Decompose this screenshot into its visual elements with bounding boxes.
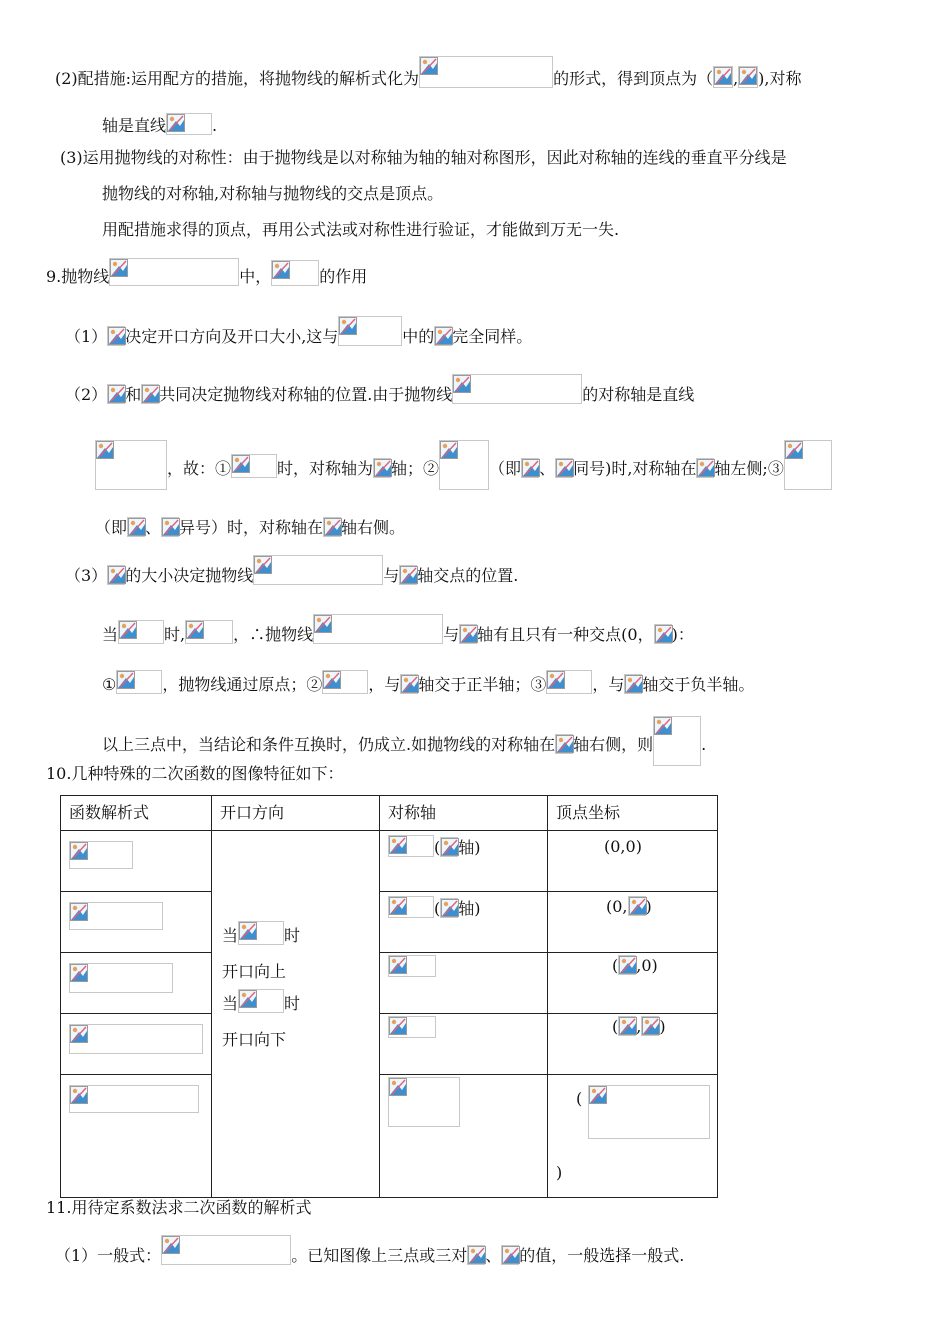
section-11-title: 11.用待定系数法求二次函数的解析式 bbox=[46, 1198, 312, 1217]
formula-image bbox=[271, 260, 319, 286]
broken-image-icon bbox=[420, 57, 438, 75]
broken-image-icon bbox=[142, 385, 160, 403]
broken-image-icon bbox=[119, 621, 137, 639]
broken-image-icon bbox=[556, 735, 574, 753]
broken-image-icon bbox=[401, 675, 419, 693]
text: 同号)时,对称轴在 bbox=[573, 459, 697, 478]
section-9-item2-line1 bbox=[65, 374, 694, 405]
formula-image bbox=[555, 734, 573, 754]
axis-text bbox=[388, 835, 481, 858]
text: 的对称轴是直线 bbox=[582, 385, 695, 404]
text: , bbox=[733, 69, 739, 88]
formula-image bbox=[618, 955, 636, 975]
formula-image bbox=[388, 835, 434, 857]
table-cell bbox=[380, 1014, 548, 1075]
broken-image-icon bbox=[453, 375, 471, 393]
broken-image-icon bbox=[239, 922, 257, 940]
text: 当 bbox=[222, 926, 239, 945]
broken-image-icon bbox=[435, 327, 453, 345]
formula-image bbox=[238, 989, 284, 1013]
broken-image-icon bbox=[441, 838, 459, 856]
section-9-item3 bbox=[65, 555, 518, 586]
text: 当 bbox=[222, 994, 239, 1013]
formula-image bbox=[588, 1085, 710, 1139]
formula-image bbox=[546, 670, 592, 694]
formula-image bbox=[127, 517, 145, 537]
text: ) bbox=[659, 1017, 666, 1036]
text: 时 bbox=[284, 994, 301, 1013]
formula-image bbox=[69, 902, 163, 930]
text: 时 bbox=[284, 926, 301, 945]
section-9-item2-line2 bbox=[95, 440, 832, 490]
text: 、 bbox=[539, 459, 556, 478]
table-header: 对称轴 bbox=[380, 796, 548, 831]
text: 时, bbox=[164, 625, 186, 644]
table-cell bbox=[61, 1075, 212, 1198]
broken-image-icon bbox=[502, 1246, 520, 1264]
table-header: 函数解析式 bbox=[61, 796, 212, 831]
text: 与 bbox=[383, 566, 400, 585]
formula-image bbox=[109, 258, 239, 286]
text: 、 bbox=[485, 1246, 502, 1265]
formula-image bbox=[400, 674, 418, 694]
broken-image-icon bbox=[110, 259, 128, 277]
text: 轴交于负半轴。 bbox=[642, 675, 755, 694]
broken-image-icon bbox=[389, 836, 407, 854]
text: . bbox=[212, 116, 218, 135]
formula-image bbox=[696, 458, 714, 478]
formula-image bbox=[641, 1016, 659, 1036]
formula-image bbox=[501, 1245, 519, 1265]
section-9-item1 bbox=[65, 316, 532, 347]
formula-image bbox=[628, 896, 646, 916]
vertex-text: (0,0) bbox=[604, 837, 642, 856]
table-header-row bbox=[61, 796, 718, 831]
text: 当 bbox=[102, 625, 119, 644]
broken-image-icon bbox=[629, 897, 647, 915]
formula-image bbox=[618, 1016, 636, 1036]
table-cell bbox=[548, 953, 718, 1014]
broken-image-icon bbox=[625, 675, 643, 693]
axis-text bbox=[388, 896, 481, 919]
text: 的形式，得到顶点为（ bbox=[553, 69, 714, 88]
broken-image-icon bbox=[162, 1236, 180, 1254]
broken-image-icon bbox=[468, 1246, 486, 1264]
text: 轴有且只有一种交点(0， bbox=[477, 625, 654, 644]
text: 和 bbox=[125, 385, 142, 404]
text: （1） bbox=[65, 327, 108, 346]
text: ，抛物线通过原点；② bbox=[162, 675, 323, 694]
text: ① bbox=[102, 675, 117, 694]
table-header: 顶点坐标 bbox=[548, 796, 718, 831]
text: 轴) bbox=[458, 838, 481, 857]
open-direction-text bbox=[222, 921, 300, 949]
formula-image bbox=[141, 384, 159, 404]
formula-image bbox=[388, 955, 436, 977]
text: （即 bbox=[95, 518, 128, 537]
formula-image bbox=[69, 1024, 203, 1054]
broken-image-icon bbox=[314, 615, 332, 633]
text: , bbox=[636, 1017, 642, 1036]
formula-image bbox=[452, 374, 582, 404]
formula-image bbox=[440, 837, 458, 857]
table-cell bbox=[548, 831, 718, 892]
text: ，与 bbox=[592, 675, 625, 694]
para-3-line1: (3)运用抛物线的对称性：由于抛物线是以对称轴为轴的轴对称图形，因此对称轴的连线的垂直平分线是 bbox=[60, 148, 787, 167]
formula-image bbox=[738, 66, 758, 88]
broken-image-icon bbox=[70, 903, 88, 921]
broken-image-icon bbox=[108, 385, 126, 403]
text: (0, bbox=[606, 897, 628, 916]
table-cell bbox=[548, 1075, 718, 1198]
broken-image-icon bbox=[655, 625, 673, 643]
broken-image-icon bbox=[272, 261, 290, 279]
section-9-when-line bbox=[102, 614, 694, 645]
formula-image bbox=[231, 454, 277, 478]
text: ,0) bbox=[636, 956, 658, 975]
text: . bbox=[701, 735, 707, 754]
text: 共同决定抛物线对称轴的位置.由于抛物线 bbox=[159, 385, 453, 404]
table-cell bbox=[61, 953, 212, 1014]
text: 轴是直线 bbox=[102, 116, 167, 135]
formula-image bbox=[107, 384, 125, 404]
text: 轴交于正半轴；③ bbox=[418, 675, 547, 694]
formula-image bbox=[654, 624, 672, 644]
section-9-title bbox=[46, 258, 367, 287]
broken-image-icon bbox=[339, 317, 357, 335]
broken-image-icon bbox=[108, 566, 126, 584]
broken-image-icon bbox=[96, 441, 114, 459]
text: ( bbox=[434, 838, 441, 857]
broken-image-icon bbox=[441, 899, 459, 917]
broken-image-icon bbox=[739, 67, 757, 85]
broken-image-icon bbox=[547, 671, 565, 689]
formula-image bbox=[253, 555, 383, 585]
broken-image-icon bbox=[70, 1086, 88, 1104]
broken-image-icon bbox=[324, 518, 342, 536]
formula-image bbox=[373, 458, 391, 478]
table-cell bbox=[548, 892, 718, 953]
formula-image bbox=[166, 113, 212, 135]
formula-image bbox=[238, 921, 284, 945]
para-3-line2: 抛物线的对称轴,对称轴与抛物线的交点是顶点。 bbox=[102, 184, 444, 203]
section-11-item1 bbox=[55, 1235, 684, 1266]
formula-image bbox=[69, 841, 133, 869]
vertex-close-paren: ) bbox=[556, 1163, 563, 1182]
formula-image bbox=[467, 1245, 485, 1265]
broken-image-icon bbox=[697, 459, 715, 477]
broken-image-icon bbox=[389, 956, 407, 974]
broken-image-icon bbox=[654, 717, 672, 735]
text: 轴右侧。 bbox=[341, 518, 406, 537]
broken-image-icon bbox=[440, 441, 458, 459]
table-cell bbox=[380, 831, 548, 892]
text: 、 bbox=[145, 518, 162, 537]
formula-image bbox=[313, 614, 443, 644]
formula-image bbox=[388, 1016, 436, 1038]
text: 与 bbox=[443, 625, 460, 644]
section-9-item2-line3 bbox=[95, 517, 405, 538]
formula-image bbox=[419, 56, 553, 88]
text: （1）一般式： bbox=[55, 1246, 162, 1265]
formula-image bbox=[95, 440, 167, 490]
formula-image bbox=[161, 1235, 291, 1265]
broken-image-icon bbox=[589, 1086, 607, 1104]
text: (2)配措施:运用配方的措施，将抛物线的解析式化为 bbox=[55, 69, 420, 88]
broken-image-icon bbox=[117, 671, 135, 689]
text: 。已知图像上三点或三对 bbox=[291, 1246, 468, 1265]
table-row bbox=[61, 1075, 718, 1198]
text: 中的 bbox=[402, 327, 435, 346]
formula-image bbox=[521, 458, 539, 478]
formula-image bbox=[118, 620, 164, 644]
table-cell bbox=[548, 1014, 718, 1075]
broken-image-icon bbox=[70, 1025, 88, 1043]
formula-image bbox=[440, 898, 458, 918]
formula-image bbox=[338, 316, 402, 346]
text: 的作用 bbox=[319, 267, 368, 286]
text: 的值，一般选择一般式. bbox=[519, 1246, 685, 1265]
formula-image bbox=[69, 963, 173, 993]
vertex-text bbox=[612, 955, 658, 975]
table-cell bbox=[61, 831, 212, 892]
table-row bbox=[61, 953, 718, 1014]
formula-image bbox=[388, 896, 434, 918]
text: ( bbox=[612, 956, 619, 975]
text: 轴；② bbox=[391, 459, 440, 478]
formula-image bbox=[388, 1077, 460, 1127]
broken-image-icon bbox=[556, 459, 574, 477]
formula-image bbox=[624, 674, 642, 694]
table-row bbox=[61, 1014, 718, 1075]
formula-image bbox=[434, 326, 452, 346]
text: ，与 bbox=[368, 675, 401, 694]
text: ，∴抛物线 bbox=[233, 625, 314, 644]
formula-image bbox=[399, 565, 417, 585]
text: 决定开口方向及开口大小,这与 bbox=[125, 327, 339, 346]
table-cell bbox=[212, 831, 380, 1198]
broken-image-icon bbox=[162, 518, 180, 536]
formula-image bbox=[439, 440, 489, 490]
broken-image-icon bbox=[714, 67, 732, 85]
broken-image-icon bbox=[522, 459, 540, 477]
formula-image bbox=[116, 670, 162, 694]
broken-image-icon bbox=[642, 1017, 660, 1035]
broken-image-icon bbox=[239, 990, 257, 1008]
broken-image-icon bbox=[186, 621, 204, 639]
section-9-last-line bbox=[102, 716, 706, 766]
table-header: 开口方向 bbox=[212, 796, 380, 831]
broken-image-icon bbox=[389, 1078, 407, 1096]
broken-image-icon bbox=[619, 956, 637, 974]
broken-image-icon bbox=[167, 114, 185, 132]
formula-image bbox=[69, 1085, 199, 1113]
text: 异号）时，对称轴在 bbox=[179, 518, 324, 537]
text: 中， bbox=[239, 267, 272, 286]
text: ) bbox=[645, 897, 652, 916]
broken-image-icon bbox=[232, 455, 250, 473]
formula-image bbox=[161, 517, 179, 537]
table-cell bbox=[61, 892, 212, 953]
formula-image bbox=[185, 620, 233, 644]
para-2-line2 bbox=[102, 113, 217, 136]
formula-image bbox=[323, 517, 341, 537]
table-row bbox=[61, 892, 718, 953]
table-row bbox=[61, 831, 718, 892]
text: 以上三点中，当结论和条件互换时，仍成立.如抛物线的对称轴在 bbox=[102, 735, 556, 754]
formula-image bbox=[653, 716, 701, 766]
table-cell bbox=[380, 953, 548, 1014]
text: （即 bbox=[489, 459, 522, 478]
broken-image-icon bbox=[374, 459, 392, 477]
open-down-text: 开口向下 bbox=[222, 1030, 287, 1049]
text: 轴右侧，则 bbox=[573, 735, 654, 754]
table-cell bbox=[380, 892, 548, 953]
text: 9.抛物线 bbox=[46, 267, 110, 286]
broken-image-icon bbox=[460, 625, 478, 643]
broken-image-icon bbox=[785, 441, 803, 459]
broken-image-icon bbox=[389, 897, 407, 915]
text: （2） bbox=[65, 385, 108, 404]
formula-image bbox=[107, 326, 125, 346]
open-up-text: 开口向上 bbox=[222, 962, 287, 981]
text: 时，对称轴为 bbox=[277, 459, 374, 478]
text: ( bbox=[434, 899, 441, 918]
broken-image-icon bbox=[619, 1017, 637, 1035]
broken-image-icon bbox=[128, 518, 146, 536]
text: 轴左侧;③ bbox=[714, 459, 784, 478]
table-cell bbox=[380, 1075, 548, 1198]
table-cell bbox=[61, 1014, 212, 1075]
formula-image bbox=[713, 66, 733, 88]
text: ),对称 bbox=[758, 69, 802, 88]
open-direction-text bbox=[222, 989, 300, 1017]
broken-image-icon bbox=[108, 327, 126, 345]
broken-image-icon bbox=[323, 671, 341, 689]
section-9-cases-line bbox=[102, 670, 754, 695]
section-10-title: 10.几种特殊的二次函数的图像特征如下： bbox=[46, 764, 344, 783]
broken-image-icon bbox=[70, 964, 88, 982]
text: )： bbox=[671, 625, 694, 644]
formula-image bbox=[322, 670, 368, 694]
vertex-text bbox=[612, 1016, 666, 1036]
text: 的大小决定抛物线 bbox=[125, 566, 254, 585]
broken-image-icon bbox=[70, 842, 88, 860]
broken-image-icon bbox=[389, 1017, 407, 1035]
broken-image-icon bbox=[254, 556, 272, 574]
formula-image bbox=[784, 440, 832, 490]
text: ( bbox=[612, 1017, 619, 1036]
text: ，故：① bbox=[167, 459, 232, 478]
vertex-open-paren: ( bbox=[576, 1089, 583, 1108]
formula-image bbox=[555, 458, 573, 478]
text: 完全同样。 bbox=[452, 327, 533, 346]
formula-image bbox=[107, 565, 125, 585]
text: （3） bbox=[65, 566, 108, 585]
formula-image bbox=[459, 624, 477, 644]
text: 轴) bbox=[458, 899, 481, 918]
para-2-line1 bbox=[55, 56, 802, 89]
vertex-text bbox=[606, 896, 652, 916]
para-3-line3: 用配措施求得的顶点，再用公式法或对称性进行验证，才能做到万无一失. bbox=[102, 220, 620, 239]
features-table bbox=[60, 795, 718, 1198]
text: 轴交点的位置. bbox=[417, 566, 519, 585]
broken-image-icon bbox=[400, 566, 418, 584]
